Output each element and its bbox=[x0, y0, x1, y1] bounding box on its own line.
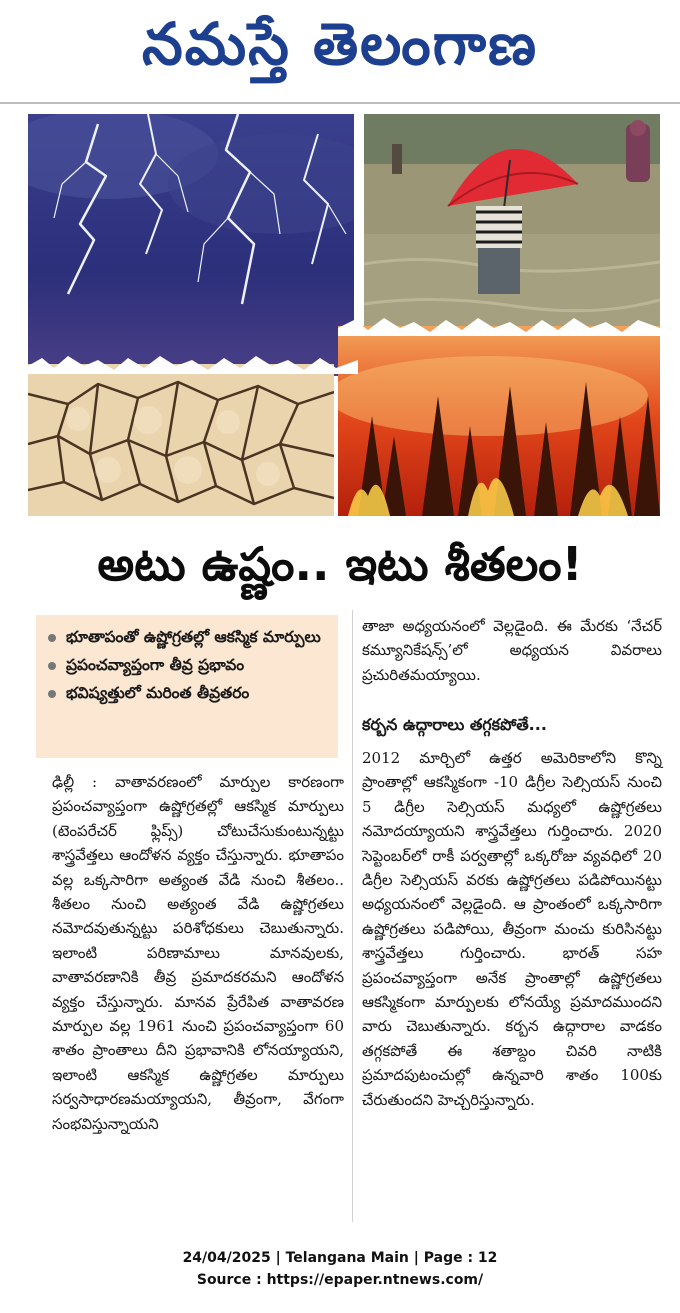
edition-info: 24/04/2025 | Telangana Main | Page : 12 bbox=[182, 1250, 498, 1266]
column-divider bbox=[352, 610, 353, 1222]
highlight-text: భవిష్యత్తులో మరింత తీవ్రతరం bbox=[66, 684, 250, 702]
lightning-photo bbox=[28, 114, 354, 376]
highlight-item bbox=[46, 679, 330, 707]
highlights-box bbox=[36, 615, 338, 758]
headline: అటు ఉష్ణం.. ఇటు శీతలం! bbox=[97, 537, 583, 591]
highlight-text: భూతాపంతో ఉష్ణోగ్రతల్లో ఆకస్మిక మార్పులు bbox=[66, 628, 321, 646]
article-body-right-top: తాజా అధ్యయనంలో వెల్లడైంది. ఈ మేరకు ‘నేచర్ కమ్యూనికేషన్స్’లో అధ్యయన వివరాలు ప్రచురితమయ్యాయి. bbox=[362, 617, 662, 684]
flood-photo bbox=[364, 114, 660, 340]
article-body-left: ఢిల్లీ : వాతావరణంలో మార్పుల కారణంగా ప్రపంచవ్యాప్తంగా ఉష్ణోగ్రతల్లో ఆకస్మిక మార్పులు (టెంపరేచర్ ఫ్లిప్స్) చోటుచేసుకుంటున్నట్టు శాస్త్రవేత్తలు ఆందోళన వ్యక్తం చేస్తున్నారు. భూతాపం వల్ల ఒక్కసారిగా అత్యంత వేడి నుంచి శీతలం.. శీతలం నుంచి అత్యంత వేడి ఉష్ణోగ్రతలు నమోదవుతున్నట్టు పరిశోధకులు చెబుతున్నారు. ఇలాంటి పరిణామాలు మానవులకు, వాతావరణానికి తీవ్ర ప్రమాదకరమని ఆందోళన వ్యక్తం చేస్తున్నారు. మానవ ప్రేరేపిత వాతావరణ మార్పుల వల్ల 1961 నుంచి ప్రపంచవ్యాప్తంగా 60 శాతం ప్రాంతాలు దీని ప్రభావానికి లోనయ్యాయని, ఇలాంటి ఆకస్మిక ఉష్ణోగ్రతల మార్పులు సర్వసాధారణమయ్యాయని, తీవ్రంగా, వేగంగా సంభవిస్తున్నాయని bbox=[52, 773, 344, 1133]
article-subheading: కర్బన ఉద్గారాలు తగ్గకపోతే... bbox=[362, 715, 547, 734]
bullet-icon bbox=[48, 662, 56, 670]
page-footer bbox=[0, 1247, 680, 1291]
torn-paper-edge bbox=[28, 350, 358, 380]
highlight-item bbox=[46, 651, 330, 679]
article-body-right: 2012 మార్చిలో ఉత్తర అమెరికాలోని కొన్ని ప్రాంతాల్లో ఆకస్మికంగా -10 డిగ్రీల సెల్సియస్ నుంచి 5 డిగ్రీల సెల్సియస్ మధ్యలో ఉష్ణోగ్రతలు నమోదయ్యాయని శాస్త్రవేత్తలు గుర్తించారు. 2020 సెప్టెంబర్‌లో రాకీ పర్వతాల్లో ఒక్కరోజు వ్యవధిలో 20 డిగ్రీల సెల్సియస్ వరకు ఉష్ణోగ్రతలు పడిపోయినట్టు అధ్యయనంలో వెల్లడైంది. ఆ ప్రాంతంలో ఒక్కసారిగా ఉష్ణోగ్రతలు పడిపోయి, తీవ్రంగా మంచు కురిసినట్టు శాస్త్రవేత్తలు గుర్తించారు. భారత్ సహ ప్రపంచవ్యాప్తంగా అనేక ప్రాంతాల్లో ఉష్ణోగ్రతలు ఆకస్మికంగా మార్పులకు లోనయ్యే ప్రమాదముందని వారు చెబుతున్నారు. కర్బన ఉద్గారాల వాడకం తగ్గకపోతే ఈ శతాబ్దం చివరి నాటికి ప్రమాదపుటంచుల్లో ఉన్నవారి శాతం 100కు చేరుతుందని హెచ్చరిస్తున్నారు. bbox=[362, 749, 662, 1109]
drought-photo bbox=[28, 364, 334, 516]
highlight-item bbox=[46, 623, 330, 651]
highlight-text: ప్రపంచవ్యాప్తంగా తీవ్ర ప్రభావం bbox=[66, 656, 245, 674]
newspaper-title: నమస్తే తెలంగాణ bbox=[142, 10, 538, 78]
forest-fire-photo bbox=[338, 326, 660, 516]
source-link: Source : https://epaper.ntnews.com/ bbox=[196, 1272, 484, 1288]
bullet-icon bbox=[48, 634, 56, 642]
photo-collage bbox=[28, 114, 660, 516]
masthead bbox=[0, 0, 680, 104]
bullet-icon bbox=[48, 690, 56, 698]
torn-paper-edge bbox=[338, 314, 660, 344]
